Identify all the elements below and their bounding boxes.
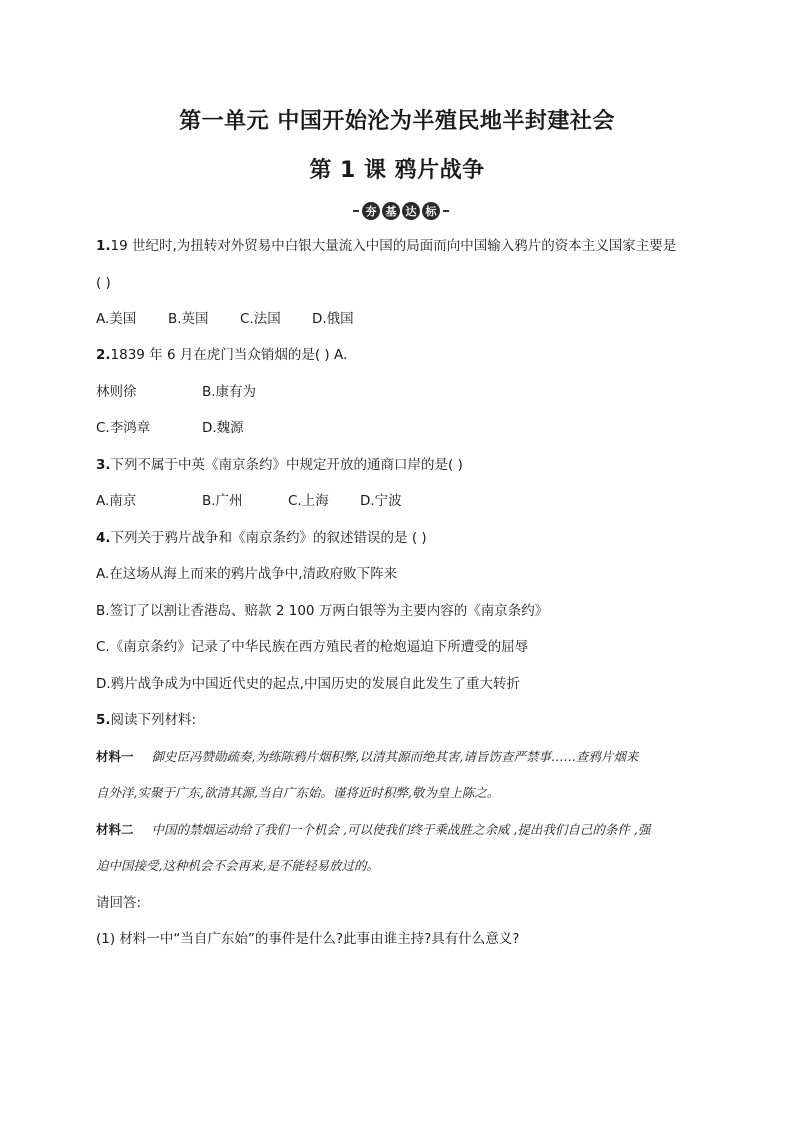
question-2-options-row2 bbox=[96, 418, 244, 438]
question-number: 5. bbox=[96, 712, 111, 728]
question-2 bbox=[96, 345, 347, 365]
question-2-options-row1 bbox=[96, 382, 256, 402]
question-number: 4. bbox=[96, 530, 111, 546]
option: C.李鸿章 bbox=[96, 420, 151, 436]
unit-title: 第一单元 中国开始沦为半殖民地半封建社会 bbox=[179, 109, 615, 134]
answer-prompt: 请回答: bbox=[96, 895, 142, 911]
material-2-line-1 bbox=[96, 820, 650, 840]
question-text: 1839 年 6 月在虎门当众销烟的是( ) A. bbox=[110, 347, 348, 363]
option: A.在这场从海上而来的鸦片战争中,清政府败下阵来 bbox=[96, 566, 398, 582]
badge-rule-left bbox=[353, 210, 359, 212]
option: A.美国 bbox=[96, 311, 137, 327]
option: C.上海 bbox=[288, 493, 329, 509]
question-text: 阅读下列材料: bbox=[110, 712, 197, 728]
material-2-line-2: 迫中国接受,这种机会不会再来,是不能轻易放过的。 bbox=[96, 858, 379, 873]
sub-question-1: (1) 材料一中“当自广东始”的事件是什么?此事由谁主持?具有什么意义? bbox=[96, 931, 520, 947]
option: D.宁波 bbox=[360, 493, 402, 509]
option: 林则徐 bbox=[96, 384, 137, 400]
question-number: 1. bbox=[96, 238, 111, 254]
option: C.法国 bbox=[240, 311, 281, 327]
option: B.签订了以割让香港岛、赔款 2 100 万两白银等为主要内容的《南京条约》 bbox=[96, 603, 549, 619]
answer-bracket: ( ) bbox=[96, 275, 111, 291]
option: B.广州 bbox=[202, 493, 243, 509]
option: B.康有为 bbox=[202, 384, 257, 400]
badge-char: 夯 bbox=[362, 202, 380, 220]
material-text: 御史臣冯赞勋疏奏,为练陈鸦片烟积弊,以清其源而绝其害,请旨饬查严禁事……查鸦片烟来 bbox=[151, 749, 639, 764]
question-1 bbox=[96, 236, 676, 256]
badge-rule-right bbox=[443, 210, 449, 212]
question-text: 19 世纪时,为扭转对外贸易中白银大量流入中国的局面而向中国输入鸦片的资本主义国家主要是 bbox=[110, 238, 677, 254]
material-1-line-2: 自外洋,实聚于广东,欲清其源,当自广东始。谨将近时积弊,敬为皇上陈之。 bbox=[96, 785, 500, 800]
badge-char: 达 bbox=[402, 202, 420, 220]
option: D.魏源 bbox=[202, 420, 244, 436]
section-badge bbox=[353, 202, 449, 220]
material-1-line-1 bbox=[96, 747, 638, 767]
question-text: 下列不属于中英《南京条约》中规定开放的通商口岸的是( ) bbox=[110, 457, 463, 473]
question-number: 2. bbox=[96, 347, 111, 363]
option: D.俄国 bbox=[312, 311, 354, 327]
material-text: 中国的禁烟运动给了我们一个机会 ,可以使我们终于乘战胜之余威 ,提出我们自己的条件 ,强 bbox=[151, 822, 651, 837]
question-text: 下列关于鸦片战争和《南京条约》的叙述错误的是 ( ) bbox=[110, 530, 427, 546]
badge-char: 标 bbox=[422, 202, 440, 220]
lesson-title: 第 1 课 鸦片战争 bbox=[309, 158, 485, 183]
question-3-options bbox=[96, 491, 402, 511]
option: A.南京 bbox=[96, 493, 137, 509]
badge-char: 基 bbox=[382, 202, 400, 220]
material-label: 材料二 bbox=[96, 822, 134, 837]
question-number: 3. bbox=[96, 457, 111, 473]
question-1-options bbox=[96, 309, 354, 329]
option: B.英国 bbox=[168, 311, 209, 327]
option: C.《南京条约》记录了中华民族在西方殖民者的枪炮逼迫下所遭受的屈辱 bbox=[96, 639, 529, 655]
material-label: 材料一 bbox=[96, 749, 134, 764]
question-3 bbox=[96, 455, 463, 475]
question-5 bbox=[96, 710, 196, 730]
question-4 bbox=[96, 528, 427, 548]
option: D.鸦片战争成为中国近代史的起点,中国历史的发展自此发生了重大转折 bbox=[96, 676, 520, 692]
